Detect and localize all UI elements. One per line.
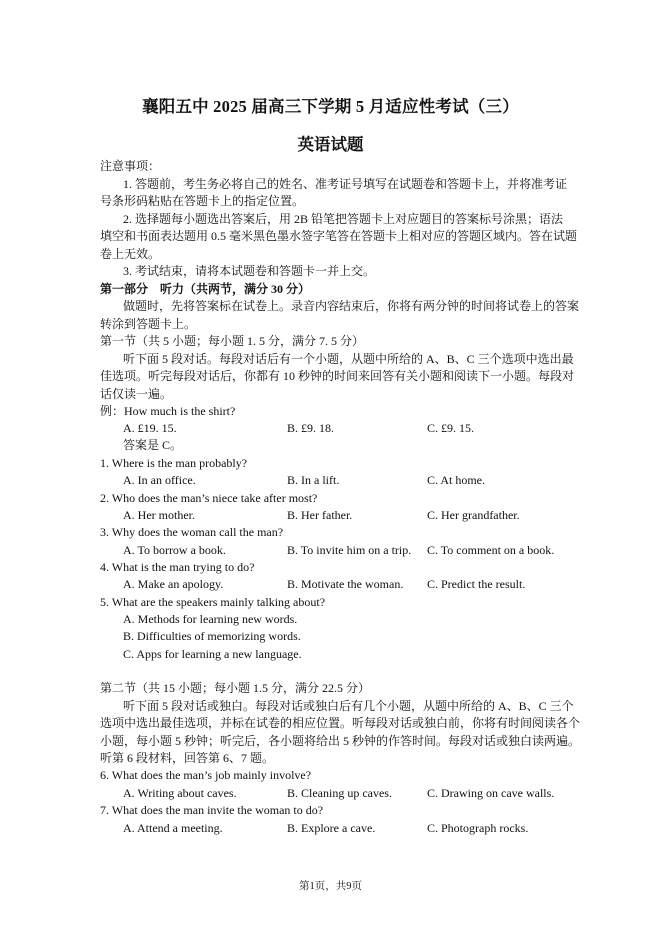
q3-option-b: B. To invite him on a trip. (287, 543, 412, 557)
q5-option-c: C. Apps for learning a new language. (123, 647, 302, 661)
section2-intro-line4: 听第 6 段材料，回答第 6、7 题。 (100, 751, 275, 765)
q4-option-c: C. Predict the result. (427, 577, 526, 591)
part1-intro-line2: 转涂到答题卡上。 (100, 317, 197, 331)
q4-option-b: B. Motivate the woman. (287, 577, 404, 591)
q7-option-c: C. Photograph rocks. (427, 821, 529, 835)
q1-option-c: C. At home. (427, 473, 486, 487)
example-answer: 答案是 C。 (123, 438, 183, 452)
q1-option-b: B. In a lift. (287, 473, 340, 487)
section1-intro-line1: 听下面 5 段对话。每段对话后有一个小题，从题中所给的 A、B、C 三个选项中选出最 (123, 352, 574, 366)
section2-intro-line1: 听下面 5 段对话或独白。每段对话或独白后有几个小题，从题中所给的 A、B、C 三个 (123, 699, 574, 713)
example-option-c: C. £9. 15. (427, 421, 475, 435)
section1-heading: 第一节（共 5 小题；每小题 1. 5 分，满分 7. 5 分） (100, 334, 365, 348)
q7-option-b: B. Explore a cave. (287, 821, 376, 835)
q5-option-a: A. Methods for learning new words. (123, 612, 298, 626)
notice-item1-line2: 号条形码粘贴在答题卡上的指定位置。 (100, 194, 305, 208)
example-option-a: A. £19. 15. (123, 421, 177, 435)
question-7: 7. What does the man invite the woman to do? (100, 803, 324, 817)
question-5: 5. What are the speakers mainly talking about? (100, 595, 326, 609)
q6-option-a: A. Writing about caves. (123, 786, 237, 800)
part1-heading: 第一部分 听力（共两节，满分 30 分） (100, 282, 311, 296)
example-question: 例：How much is the shirt? (100, 404, 236, 418)
notice-item2-line1: 2. 选择题每小题选出答案后，用 2B 铅笔把答题卡上对应题目的答案标号涂黑；语法 (123, 212, 564, 226)
q5-option-b: B. Difficulties of memorizing words. (123, 629, 301, 643)
q2-option-a: A. Her mother. (123, 508, 195, 522)
question-3: 3. Why does the woman call the man? (100, 525, 284, 539)
q6-option-c: C. Drawing on cave walls. (427, 786, 555, 800)
q7-option-a: A. Attend a meeting. (123, 821, 223, 835)
notice-item2-line2: 填空和书面表达题用 0.5 毫米黑色墨水签字笔答在答题卡上相对应的答题区域内。答在试题 (100, 229, 578, 243)
q4-option-a: A. Make an apology. (123, 577, 224, 591)
q6-option-b: B. Cleaning up caves. (287, 786, 392, 800)
q1-option-a: A. In an office. (123, 473, 196, 487)
notice-heading: 注意事项： (100, 159, 161, 173)
section2-heading: 第二节（共 15 小题；每小题 1.5 分，满分 22.5 分） (100, 681, 371, 695)
question-4: 4. What is the man trying to do? (100, 560, 255, 574)
exam-subtitle: 英语试题 (297, 135, 364, 154)
question-1: 1. Where is the man probably? (100, 456, 248, 470)
q3-option-c: C. To comment on a book. (427, 543, 555, 557)
q2-option-c: C. Her grandfather. (427, 508, 520, 522)
exam-title: 襄阳五中 2025 届高三下学期 5 月适应性考试（三） (142, 97, 519, 116)
part1-intro-line1: 做题时，先将答案标在试卷上。录音内容结束后，你将有两分钟的时间将试卷上的答案 (123, 299, 580, 313)
q3-option-a: A. To borrow a book. (123, 543, 226, 557)
section1-intro-line2: 佳选项。听完每段对话后，你都有 10 秒钟的时间来回答有关小题和阅读下一小题。每段对 (100, 369, 575, 383)
notice-item2-line3: 卷上无效。 (100, 247, 161, 261)
section2-intro-line2: 选项中选出最佳选项，并标在试卷的相应位置。听每段对话或独白前，你将有时间阅读各个 (100, 716, 581, 730)
page-number: 第1页，共9页 (299, 881, 362, 892)
notice-item3: 3. 考试结束，请将本试题卷和答题卡一并上交。 (123, 264, 376, 278)
q2-option-b: B. Her father. (287, 508, 353, 522)
question-6: 6. What does the man’s job mainly involve? (100, 768, 312, 782)
notice-item1-line1: 1. 答题前，考生务必将自己的姓名、准考证号填写在试题卷和答题卡上，并将准考证 (123, 177, 568, 191)
example-option-b: B. £9. 18. (287, 421, 335, 435)
section2-intro-line3: 小题，每小题 5 秒钟；听完后，各小题将给出 5 秒钟的作答时间。每段对话或独白读两遍。 (100, 734, 581, 748)
question-2: 2. Who does the man’s niece take after most? (100, 491, 318, 505)
section1-intro-line3: 话仅读一遍。 (100, 387, 173, 401)
